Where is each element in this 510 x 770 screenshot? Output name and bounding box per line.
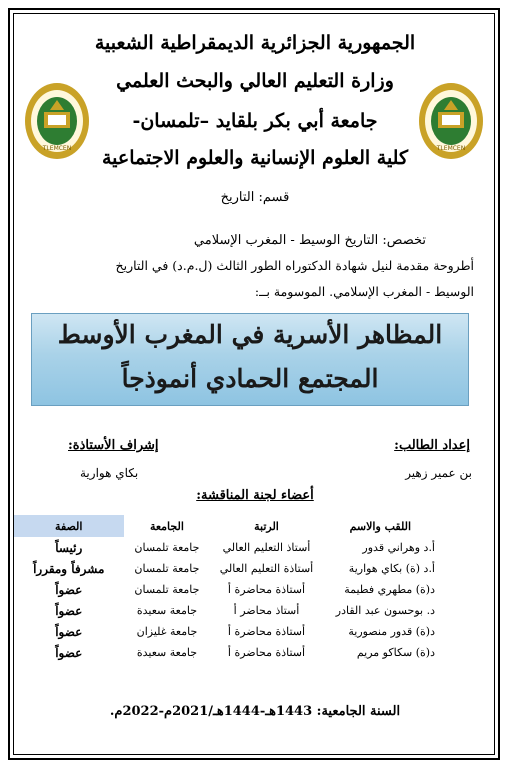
- committee-table: [14, 515, 438, 663]
- member-name: أ.د (ة) بكاي هوارية: [348, 562, 435, 575]
- prepared-by-label: إعداد الطالب:: [394, 438, 470, 453]
- member-university: جامعة تلمسان: [134, 562, 200, 575]
- member-rank: أستاذ محاضر أ: [233, 604, 300, 617]
- specialty: تخصص: التاريخ الوسيط - المغرب الإسلامي: [193, 233, 426, 248]
- supervisor-label: إشراف الأستاذة:: [68, 438, 159, 453]
- republic-title: الجمهورية الجزائرية الديمقراطية الشعبية: [94, 32, 416, 54]
- thesis-description-line2: الوسيط - المغرب الإسلامي. الموسومة بــ:: [254, 284, 474, 299]
- table-row: [14, 642, 438, 663]
- member-name: د. بوحسون عبد القادر: [335, 604, 435, 617]
- logo-text: TLEMCEN: [436, 145, 466, 152]
- member-university: جامعة تلمسان: [134, 583, 200, 596]
- column-header-name: اللقب والاسم: [349, 519, 412, 533]
- university-title: جامعة أبي بكر بلقايد –تلمسان-: [132, 110, 378, 132]
- member-role: مشرفاً ومقرراً: [33, 561, 105, 576]
- member-university: جامعة سعيدة: [136, 646, 197, 659]
- member-role: عضواً: [55, 645, 83, 660]
- thesis-title-line2: المجتمع الحمادي أنموذجاً: [121, 364, 379, 393]
- faculty-title: كلية العلوم الإنسانية والعلوم الاجتماعية: [101, 147, 409, 169]
- table-row: [14, 621, 438, 642]
- member-rank: أستاذ التعليم العالي: [222, 541, 311, 554]
- member-rank: أستاذة التعليم العالي: [219, 562, 314, 575]
- column-header-rank: الرتبة: [254, 519, 279, 533]
- table-row: [14, 537, 438, 558]
- committee-label: أعضاء لجنة المناقشة:: [196, 488, 314, 503]
- member-university: جامعة غليزان: [136, 625, 198, 638]
- member-name: د(ة) مطهري فطيمة: [344, 583, 435, 596]
- member-rank: أستاذة محاضرة أ: [227, 583, 306, 596]
- member-name: د(ة) سكاكو مريم: [356, 646, 435, 659]
- member-role: عضواً: [55, 582, 83, 597]
- department: قسم: التاريخ: [220, 190, 290, 205]
- ministry-title: وزارة التعليم العالي والبحث العلمي: [116, 70, 394, 92]
- student-name: بن عمير زهير: [405, 466, 472, 480]
- committee-header-row: [14, 515, 438, 537]
- member-university: جامعة سعيدة: [136, 604, 197, 617]
- member-university: جامعة تلمسان: [134, 541, 200, 554]
- title-banner: [31, 313, 469, 406]
- member-name: د(ة) قدور منصورية: [348, 625, 435, 638]
- member-name: أ.د وهراني قدور: [362, 541, 435, 554]
- logo-text: TLEMCEN: [42, 145, 72, 152]
- member-role: عضواً: [55, 603, 83, 618]
- member-rank: أستاذة محاضرة أ: [227, 625, 306, 638]
- table-row: [14, 558, 438, 579]
- table-row: [14, 579, 438, 600]
- thesis-description-line1: أطروحة مقدمة لنيل شهادة الدكتوراه الطور الثالث (ل.م.د) في التاريخ: [115, 258, 474, 273]
- thesis-title-line1: المظاهر الأسرية في المغرب الأوسط: [57, 320, 443, 349]
- member-rank: أستاذة محاضرة أ: [227, 646, 306, 659]
- column-header-role: الصفة: [14, 515, 124, 537]
- member-role: رئيساً: [55, 540, 83, 555]
- supervisor-name: بكاي هوارية: [80, 466, 139, 480]
- member-role: عضواً: [55, 624, 83, 639]
- column-header-university: الجامعة: [149, 519, 184, 533]
- table-row: [14, 600, 438, 621]
- academic-year: السنة الجامعية: 1443هـ-1444هـ/2021م-2022م.: [109, 704, 401, 719]
